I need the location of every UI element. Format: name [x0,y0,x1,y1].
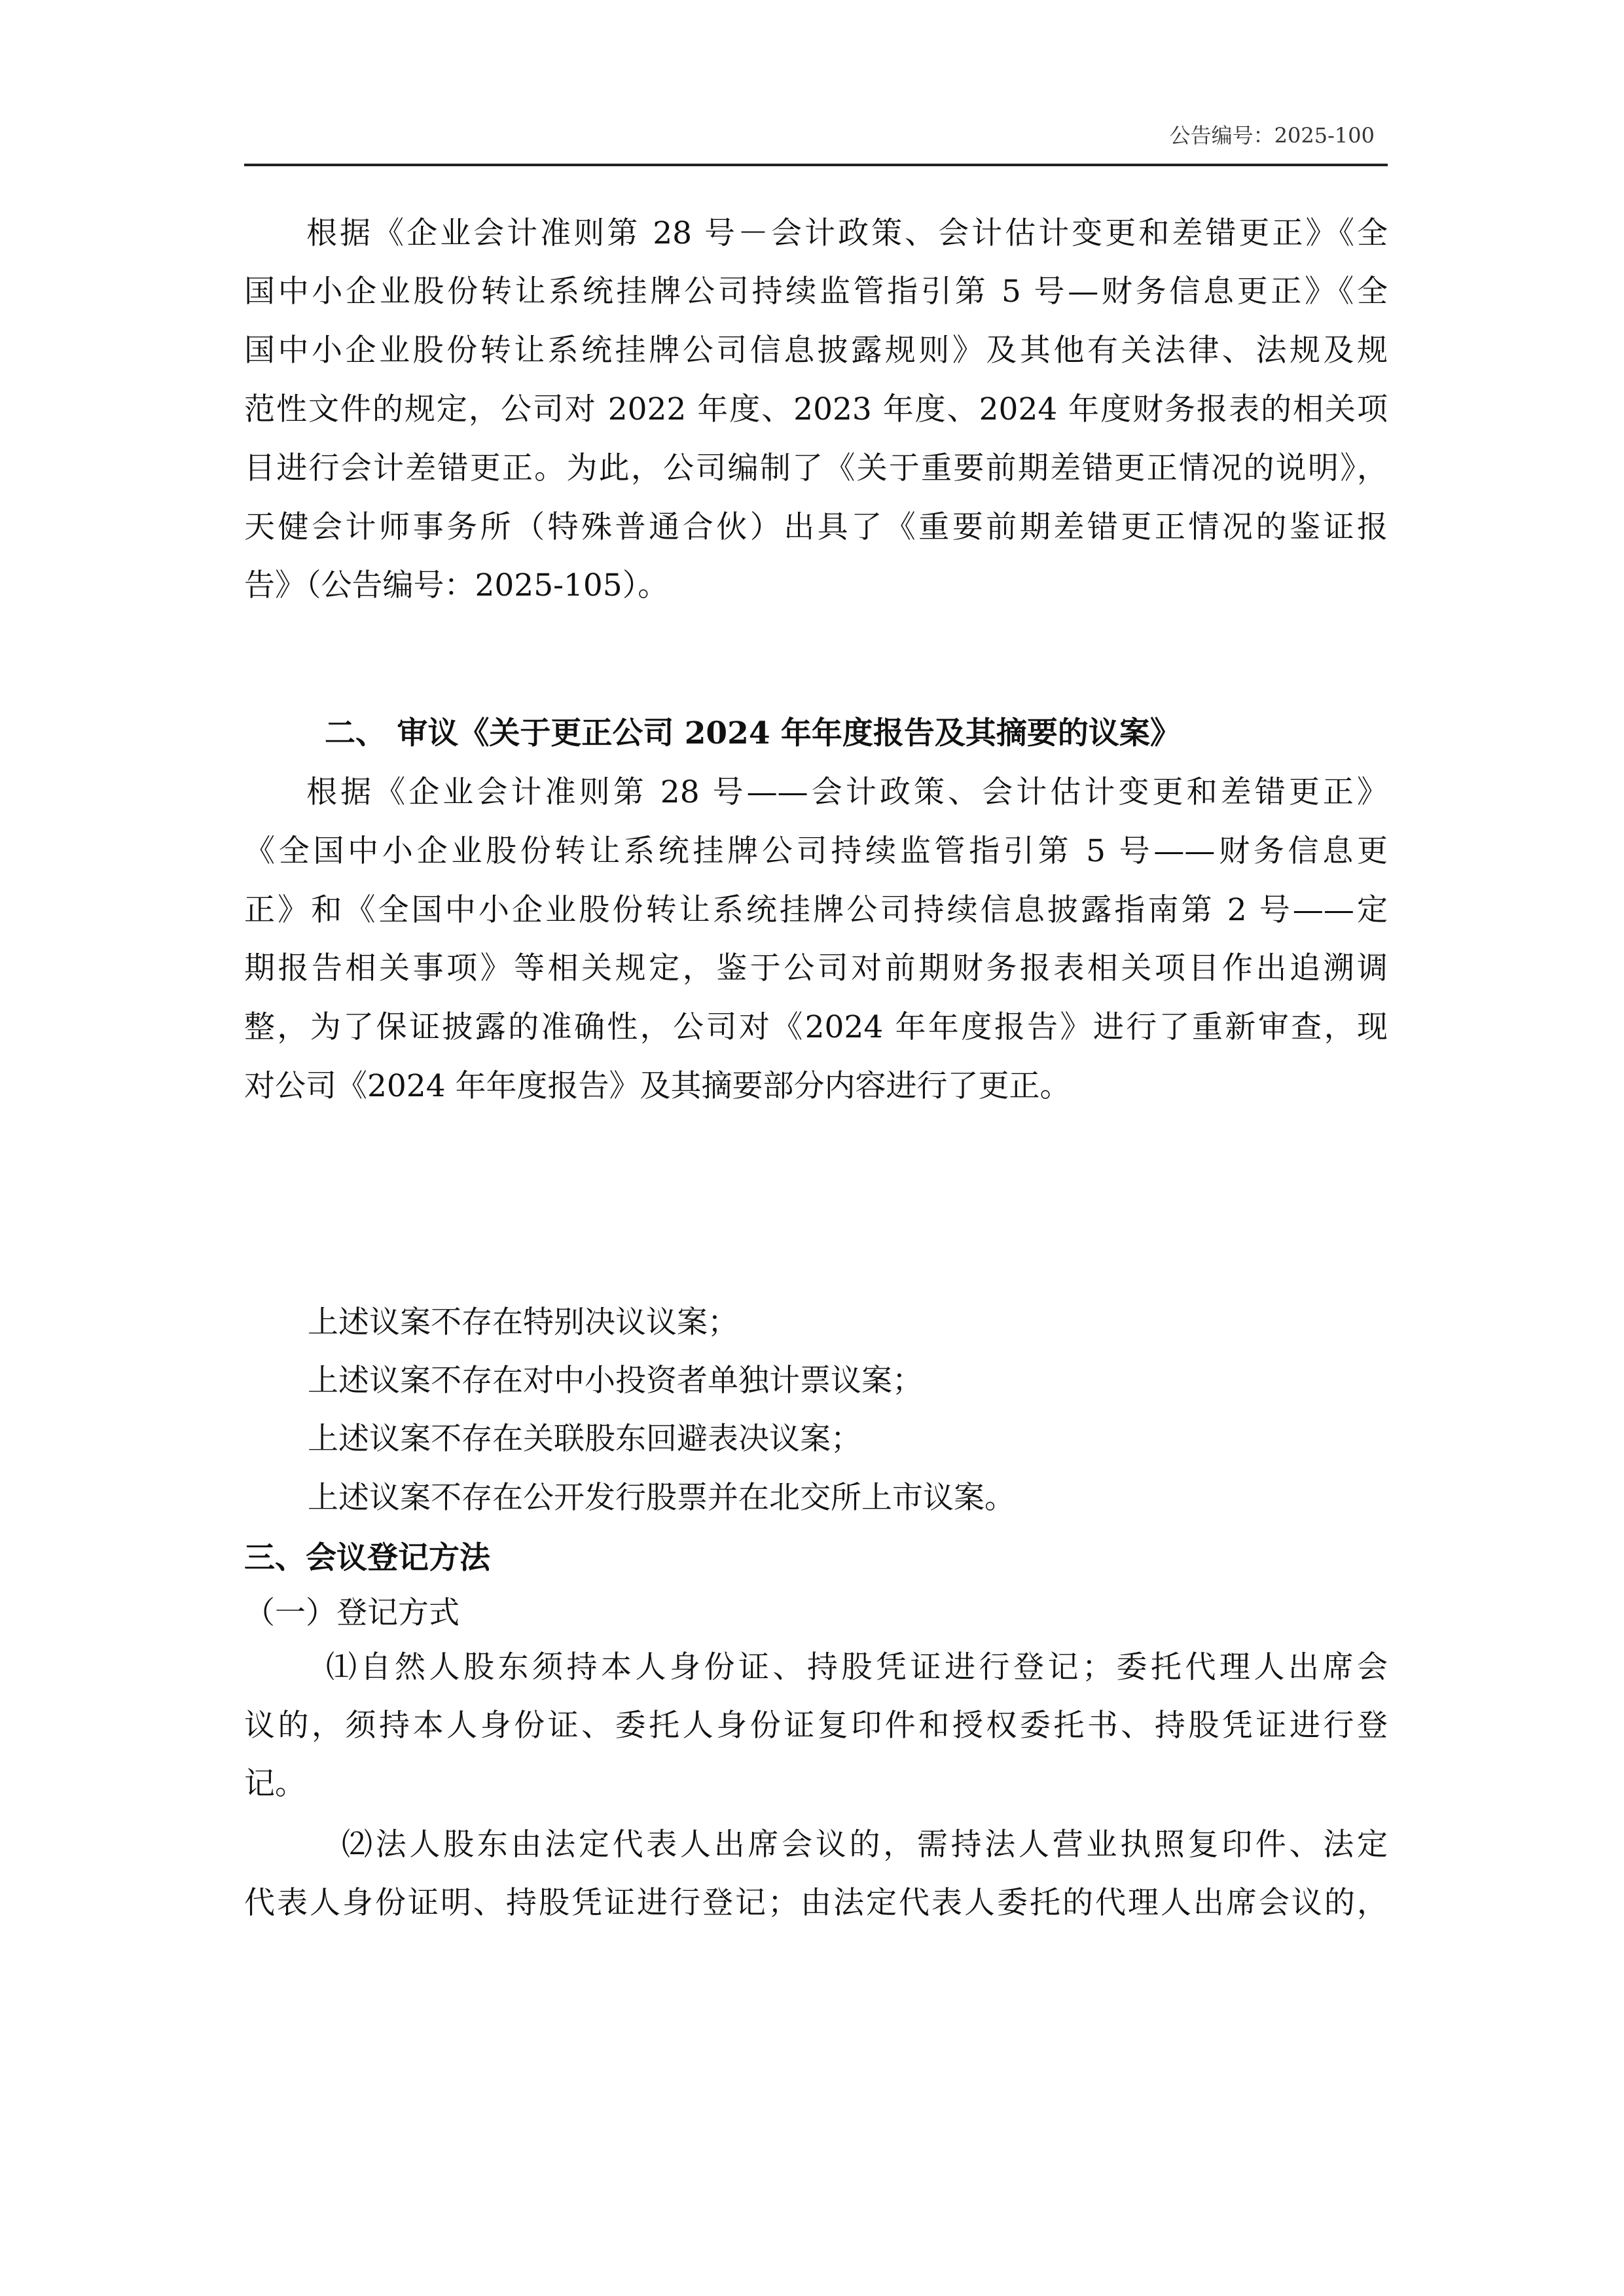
paragraph-line: 国中小企业股份转让系统挂牌公司信息披露规则》及其他有关法律、法规及规 [244,332,1388,368]
statement-line: 上述议案不存在公开发行股票并在北交所上市议案。 [308,1480,1015,1516]
paragraph-line: ⑵法人股东由法定代表人出席会议的，需持法人营业执照复印件、法定 [342,1827,1388,1863]
page-header [244,113,1388,166]
paragraph-line: 根据《企业会计准则第 28 号——会计政策、会计估计变更和差错更正》 [306,774,1388,810]
statement-line: 上述议案不存在关联股东回避表决议案； [308,1421,861,1457]
statement-line: 上述议案不存在特别决议议案； [308,1304,738,1340]
paragraph-line: 议的，须持本人身份证、委托人身份证复印件和授权委托书、持股凭证进行登 [244,1708,1388,1744]
paragraph-line: 告》（公告编号：2025-105）。 [244,567,669,603]
paragraph-line: 正》和《全国中小企业股份转让系统挂牌公司持续信息披露指南第 2 号——定 [244,892,1388,928]
section-heading: 三、会议登记方法 [244,1540,490,1576]
paragraph-line: 天健会计师事务所（特殊普通合伙）出具了《重要前期差错更正情况的鉴证报 [244,509,1388,545]
paragraph-line: 整，为了保证披露的准确性，公司对《2024 年年度报告》进行了重新审查，现 [244,1009,1388,1045]
announcement-number: 公告编号：2025-100 [1169,123,1375,148]
paragraph-line: 期报告相关事项》等相关规定，鉴于公司对前期财务报表相关项目作出追溯调 [244,950,1388,986]
paragraph-line: 对公司《2024 年年度报告》及其摘要部分内容进行了更正。 [244,1068,1071,1104]
paragraph-line: 国中小企业股份转让系统挂牌公司持续监管指引第 5 号—财务信息更正》《全 [244,274,1388,310]
paragraph-line: 目进行会计差错更正。为此，公司编制了《关于重要前期差错更正情况的说明》， [244,450,1388,486]
subsection-heading: （一）登记方式 [244,1595,460,1631]
statement-line: 上述议案不存在对中小投资者单独计票议案； [308,1363,923,1399]
paragraph-line: 根据《企业会计准则第 28 号－会计政策、会计估计变更和差错更正》《全 [306,215,1388,251]
paragraph-line: 记。 [244,1766,306,1802]
paragraph-line: ⑴自然人股东须持本人身份证、持股凭证进行登记；委托代理人出席会 [326,1649,1388,1685]
section-heading: 二、 审议《关于更正公司 2024 年年度报告及其摘要的议案》 [325,715,1181,751]
paragraph-line: 《全国中小企业股份转让系统挂牌公司持续监管指引第 5 号——财务信息更 [244,833,1388,869]
paragraph-line: 代表人身份证明、持股凭证进行登记；由法定代表人委托的代理人出席会议的， [244,1885,1388,1921]
paragraph-line: 范性文件的规定，公司对 2022 年度、2023 年度、2024 年度财务报表的相关项 [244,391,1388,427]
